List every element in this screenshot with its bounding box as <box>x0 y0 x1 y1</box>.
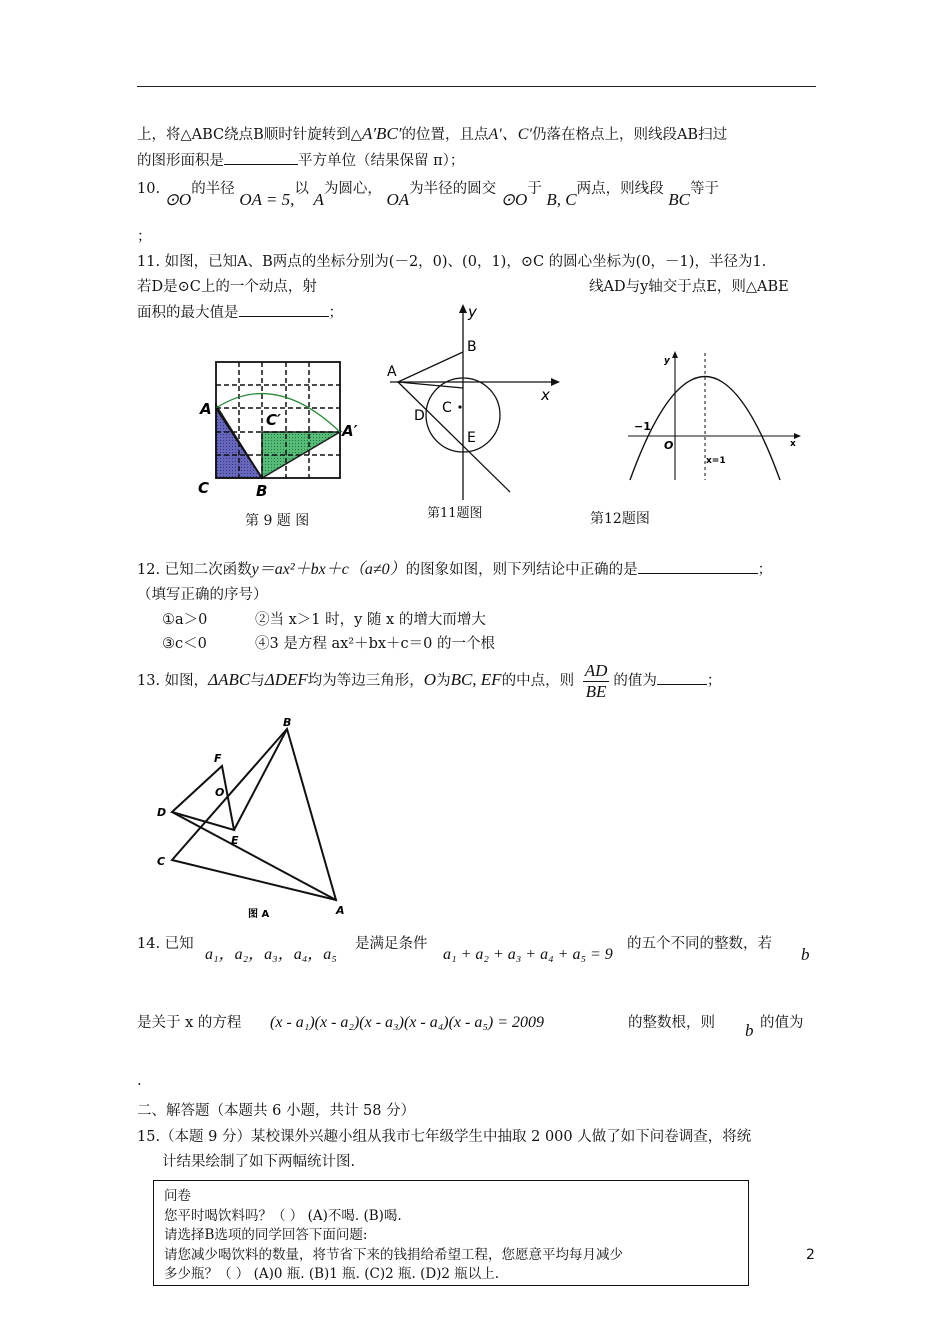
label-B: B <box>256 482 268 500</box>
q14-line1-text: 14. 已知 <box>137 936 194 952</box>
label-x-eq-1: x=1 <box>706 456 726 466</box>
label-O: O <box>215 786 225 799</box>
caption-fig11: 第11题图 <box>427 506 483 521</box>
q11-line1: 11. 如图，已知A、B两点的坐标分别为(－2，0)、(0，1)，⊙C 的圆心坐标为(0，－1)，半径为1. <box>137 254 767 270</box>
caption-fig9: 第 9 题 图 <box>245 513 310 529</box>
answer-blank-q11[interactable] <box>239 302 329 317</box>
fraction-ad-be: $\frac{AD}{BE}$ <box>584 660 608 701</box>
q9-line1: 上，将△ABC绕点B顺时针旋转到△A′BC′的位置，且点A′、C′仍落在格点上，则线段AB扫过 <box>137 124 728 143</box>
label-x: x <box>541 386 550 404</box>
q14-line2-d: 的值为 <box>760 1015 804 1031</box>
label-B: B <box>467 339 477 355</box>
q14-vars: a₁，a₂，a₃，a₄，a₅ <box>205 946 337 963</box>
parabola <box>630 377 780 481</box>
q14-line2-b: 的整数根，则 <box>628 1015 715 1031</box>
q14-b: b <box>801 945 810 964</box>
q11-line2b: 线AD与y轴交于点E，则△ABE <box>589 279 789 295</box>
label-caption: 图 A <box>248 909 270 920</box>
figure-12 <box>620 345 810 490</box>
label-C: C <box>157 855 166 868</box>
questionnaire-instruction: 请选择B选项的同学回答下面问题: <box>164 1227 368 1243</box>
label-B: B <box>283 716 292 729</box>
q15-line1: 15.（本题 9 分）某校课外兴趣小组从我市七年级学生中抽取 2 000 人做了如下问卷调查，将统 <box>137 1129 752 1145</box>
figure-11 <box>378 300 568 510</box>
questionnaire-title: 问卷 <box>164 1188 191 1204</box>
label-Cprime: C′ <box>266 411 281 429</box>
q14-cond-text: 是满足条件 <box>355 936 428 952</box>
header-rule <box>137 86 816 87</box>
questionnaire-box <box>153 1180 749 1286</box>
label-A: A <box>336 904 345 917</box>
label-E: E <box>467 430 476 446</box>
q12-option-3: ③c＜0 <box>162 636 207 652</box>
q14-condition: a₁ + a₂ + a₃ + a₄ + a₅ = 9 <box>443 946 613 963</box>
segment-AD <box>172 812 336 900</box>
label-y: y <box>664 356 670 366</box>
q12-line1: 12. 已知二次函数y＝ax²＋bx＋c（a≠0）的图象如图，则下列结论中正确的是 ； <box>137 561 773 578</box>
q12-line2: （填写正确的序号） <box>137 587 268 603</box>
label-D: D <box>157 806 167 819</box>
q9-line2: 的图形面积是 平方单位（结果保留 π）； <box>137 150 464 172</box>
label-A: A <box>200 400 212 418</box>
q12-option-1: ①a＞0 <box>162 612 208 628</box>
triangle-DEF <box>172 766 234 830</box>
label-minus1: −1 <box>634 420 651 433</box>
label-C: C <box>198 479 210 497</box>
label-A: A <box>387 364 397 380</box>
triangle-ABC <box>172 729 336 900</box>
page-number: 2 <box>806 1247 815 1263</box>
questionnaire-q1: 您平时喝饮料吗？（ ） (A)不喝. (B)喝. <box>164 1207 402 1224</box>
label-D: D <box>414 408 425 424</box>
figure-13 <box>150 712 360 922</box>
answer-blank-q12[interactable] <box>638 559 758 574</box>
label-y: y <box>468 303 477 321</box>
q13-line: 13. 如图，ΔABC与ΔDEF均为等边三角形，O为BC, EF的中点，则 $\frac{AD}{BE}$ 的值为 ； <box>137 660 722 701</box>
q15-line2: 计结果绘制了如下两幅统计图. <box>162 1154 356 1170</box>
questionnaire-q2: 请您减少喝饮料的数量，将节省下来的钱捐给希望工程，您愿意平均每月减少 <box>164 1246 623 1263</box>
section-2-heading: 二、解答题（本题共 6 小题，共计 58 分） <box>137 1103 416 1119</box>
q14-b2: b <box>745 1021 754 1040</box>
q12-option-2: ②当 x＞1 时，y 随 x 的增大而增大 <box>255 612 486 628</box>
q14-end: . <box>137 1073 142 1089</box>
answer-blank-q13[interactable] <box>657 670 707 685</box>
label-Aprime: A′ <box>342 422 358 440</box>
q14-text-c: 的五个不同的整数，若 <box>627 936 772 952</box>
label-C: C <box>442 400 452 416</box>
figure-9 <box>190 350 360 505</box>
label-x: x <box>790 439 796 449</box>
q14-line2-a: 是关于 x 的方程 <box>137 1015 242 1031</box>
label-E: E <box>231 834 239 847</box>
q14-equation: (x - a₁)(x - a₂)(x - a₃)(x - a₄)(x - a₅) = 2009 <box>270 1014 545 1031</box>
q11-line2a: 若D是⊙C上的一个动点，射 <box>137 279 317 295</box>
q11-line3: 面积的最大值是 ； <box>137 302 343 324</box>
answer-blank-q9[interactable] <box>224 150 298 165</box>
label-F: F <box>214 752 222 765</box>
label-O: O <box>664 439 674 452</box>
q10-end: ； <box>137 229 152 245</box>
q12-option-4: ④3 是方程 ax²＋bx＋c＝0 的一个根 <box>255 636 495 652</box>
q10-line1: 10. ⊙O的半径 OA = 5,以 A为圆心， OA为半径的圆交 ⊙O于 B, C两点，则线段 BC等于 <box>137 181 719 209</box>
questionnaire-q2-options: 多少瓶？（ ） (A)0 瓶. (B)1 瓶. (C)2 瓶. (D)2 瓶以上. <box>164 1266 500 1282</box>
caption-fig12: 第12题图 <box>590 511 650 527</box>
